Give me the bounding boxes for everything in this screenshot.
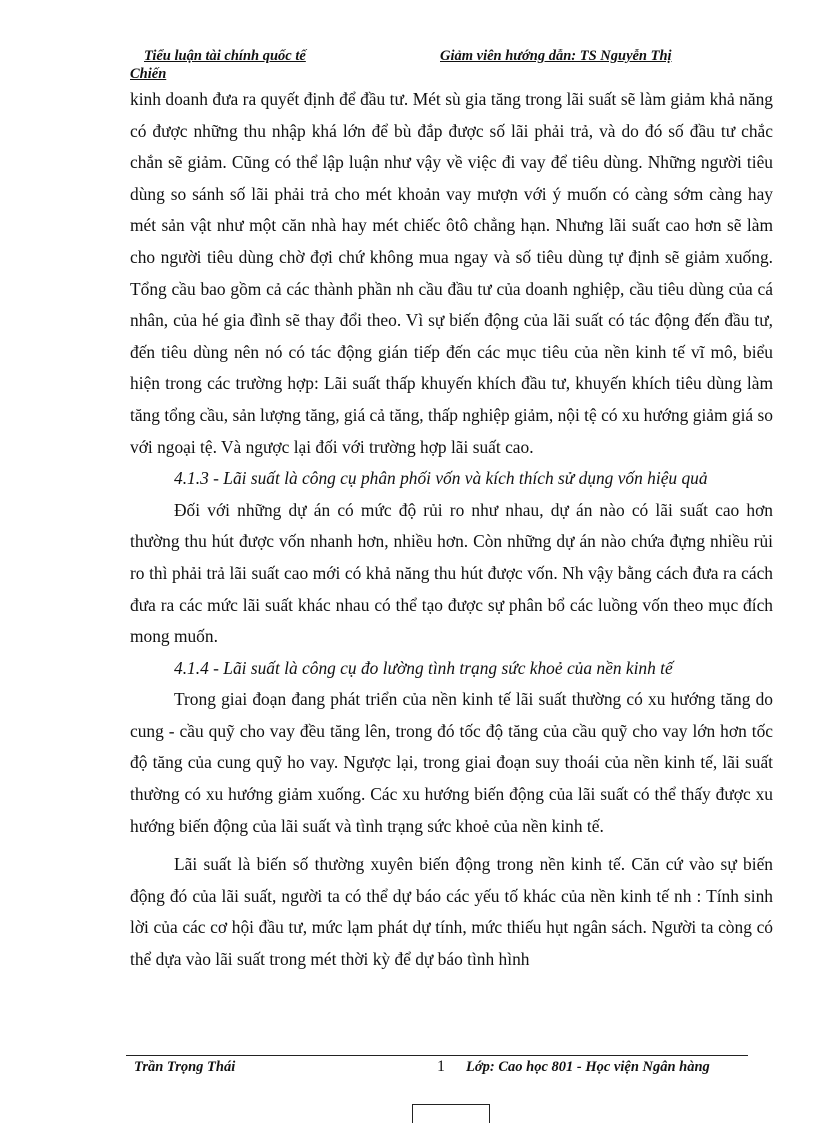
footer-class-info: Lớp: Cao học 801 - Học viện Ngân hàng bbox=[466, 1059, 710, 1075]
footer-author: Trần Trọng Thái bbox=[134, 1059, 236, 1075]
header-title: Tiểu luận tài chính quốc tế bbox=[144, 48, 306, 64]
page-number: 1 bbox=[437, 1058, 445, 1075]
paragraph: Trong giai đoạn đang phát triển của nền kinh tế lãi suất thường có xu hướng tăng do cung - cầu quỹ cho vay đều tăng lên, trong đó tốc độ tăng của cầu quỹ cho vay lớn hơn tốc độ tăng của cung quỹ ho vay. Ngược lại, trong giai đoạn suy thoái của nền kinh tế, lãi suất thường có xu hướng giảm xuống. Các xu hướng biến động của lãi suất có thể thấy được xu hướng biến động của lãi suất và tình trạng sức khoẻ của nền kinh tế. bbox=[130, 689, 773, 836]
section-heading-4-1-4: 4.1.4 - Lãi suất là công cụ đo lường tình trạng sức khoẻ của nền kinh tế bbox=[174, 657, 673, 678]
paragraph: Lãi suất là biến số thường xuyên biến động trong nền kinh tế. Căn cứ vào sự biến động đó của lãi suất, người ta có thể dự báo các yếu tố khác của nền kinh tế nh : Tính sinh lời của các cơ hội đầu tư, mức lạm phát dự tính, mức thiếu hụt ngân sách. Người ta còng có thể dựa vào lãi suất trong mét thời kỳ để dự báo tình hình bbox=[130, 854, 773, 970]
paragraph: Đối với những dự án có mức độ rủi ro như nhau, dự án nào có lãi suất cao hơn thường thu hút được vốn nhanh hơn, nhiều hơn. Còn những dự án nào chứa đựng nhiều rủi ro thì phải trả lãi suất cao mới có khả năng thu hút được vốn. Nh vậy bằng cách đưa ra cách đưa ra các mức lãi suất khác nhau có thể tạo được sự phân bổ các luồng vốn theo mục đích mong muốn. bbox=[130, 499, 773, 647]
paragraph-continued: kinh doanh đưa ra quyết định để đầu tư. Mét sù gia tăng trong lãi suất sẽ làm giảm khả năng có được những thu nhập khá lớn để bù đắp được số lãi phải trả, và do đó số đầu tư chắc chắn sẽ giảm. Cũng có thể lập luận như vậy về việc đi vay để tiêu dùng. Những người tiêu dùng so sánh số lãi phải trả cho mét khoản vay mượn với ý muốn có càng sớm càng hay mét sản vật như một căn nhà hay mét chiếc ôtô chẳng hạn. Nhưng lãi suất cao hơn sẽ làm cho người tiêu dùng chờ đợi chứ không mua ngay và số tiêu dùng tự định sẽ giảm xuống. Tổng cầu bao gồm cả các thành phần nh cầu đầu tư của doanh nghiệp, cầu tiêu dùng của cá nhân, của hé gia đình sẽ thay đổi theo. Vì sự biến động của lãi suất có tác động đến đầu tư, đến tiêu dùng nên nó có tác động gián tiếp đến các mục tiêu của nền kinh tế vĩ mô, biểu hiện trong các trường hợp: Lãi suất thấp khuyến khích đầu tư, khuyến khích tiêu dùng làm tăng tổng cầu, sản lượng tăng, giá cả tăng, thấp nghiệp giảm, nội tệ có xu hướng giảm giá so với ngoại tệ. Và ngược lại đối với trường hợp lãi suất cao. bbox=[130, 89, 773, 457]
header-advisor-wrap: Chiến bbox=[130, 66, 167, 82]
bottom-frame bbox=[412, 1104, 490, 1123]
header-advisor: Giảm viên hướng dẫn: TS Nguyễn Thị bbox=[440, 48, 672, 64]
document-body bbox=[130, 84, 773, 976]
section-heading-4-1-3: 4.1.3 - Lãi suất là công cụ phân phối vốn và kích thích sử dụng vốn hiệu quả bbox=[174, 468, 708, 489]
footer-divider bbox=[126, 1055, 748, 1056]
